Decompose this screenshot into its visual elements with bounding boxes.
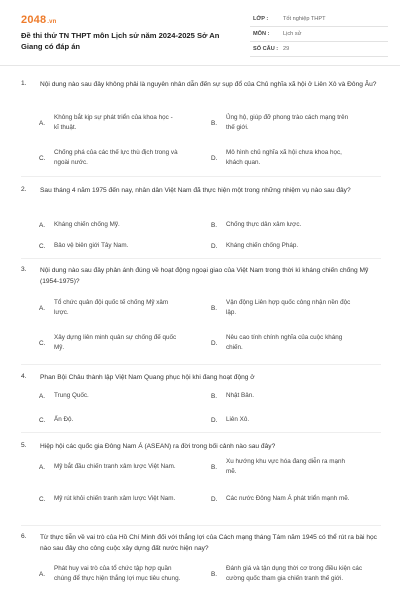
option-letter: A.: [39, 221, 46, 229]
option-text: Xây dựng liên minh quân sự chống đế quốc Mỹ.: [54, 334, 177, 351]
option-text: Mỹ rút khỏi chiến tranh xâm lược Việt Nam.: [54, 495, 176, 502]
option-b[interactable]: [211, 220, 351, 230]
option-a[interactable]: [39, 462, 194, 472]
option-text: Kháng chiến chống Mỹ.: [54, 221, 120, 228]
option-letter: B.: [211, 304, 218, 312]
option-letter: D.: [211, 242, 218, 250]
option-a[interactable]: [39, 298, 179, 318]
option-letter: B.: [211, 221, 218, 229]
option-letter: D.: [211, 154, 218, 162]
header-divider: [0, 65, 400, 66]
meta-key: LỚP :: [253, 16, 269, 22]
option-a[interactable]: [39, 564, 184, 584]
option-letter: B.: [211, 392, 218, 400]
option-c[interactable]: [39, 241, 179, 251]
option-d[interactable]: [211, 333, 351, 353]
option-text: Xu hướng khu vực hóa đang diễn ra mạnh mẽ.: [226, 458, 345, 475]
question-divider: [21, 525, 381, 526]
option-letter: C.: [39, 339, 46, 347]
option-b[interactable]: [211, 457, 351, 477]
option-c[interactable]: [39, 333, 179, 353]
question-number: 1.: [21, 80, 27, 87]
question-text: Từ thực tiễn về vai trò của Hồ Chí Minh đối với thắng lợi của Cách mạng tháng Tám năm 1945 có thể rút ra bài học nào sau đây cho công cuộc xây dựng đất nước hiện nay?: [40, 534, 377, 552]
option-b[interactable]: [211, 298, 351, 318]
option-letter: C.: [39, 495, 46, 503]
option-d[interactable]: [211, 494, 351, 504]
option-c[interactable]: [39, 148, 179, 168]
document-title: Đề thi thử TN THPT môn Lịch sử năm 2024-2025 Sở An Giang có đáp án: [21, 31, 220, 51]
option-text: Chống thực dân xâm lược.: [226, 221, 302, 228]
option-text: Mô hình chủ nghĩa xã hội chưa khoa học, khách quan.: [226, 149, 342, 166]
logo-text: 2048: [21, 14, 47, 26]
meta-row-class: [250, 12, 388, 27]
option-text: Trung Quốc.: [54, 392, 89, 399]
question-divider: [21, 176, 381, 177]
question-text: Phan Bội Châu thành lập Việt Nam Quang phục hội khi đang hoạt động ở: [40, 374, 255, 381]
option-text: Chống phá của các thế lực thù địch trong và ngoài nước.: [54, 149, 178, 166]
option-letter: D.: [211, 495, 218, 503]
option-letter: A.: [39, 392, 46, 400]
option-text: Kháng chiến chống Pháp.: [226, 242, 299, 249]
option-text: Bảo vệ biên giới Tây Nam.: [54, 242, 129, 249]
option-text: Ấn Độ.: [54, 416, 74, 423]
question-divider: [21, 258, 381, 259]
question-divider: [21, 432, 381, 433]
question-number: 4.: [21, 373, 27, 380]
meta-value: 29: [283, 46, 290, 52]
page-header: [0, 0, 400, 62]
option-text: Nêu cao tính chính nghĩa của cuộc kháng chiến.: [226, 334, 343, 351]
option-letter: D.: [211, 416, 218, 424]
option-a[interactable]: [39, 391, 179, 401]
option-text: Mỹ bắt đầu chiến tranh xâm lược Việt Nam.: [54, 463, 176, 470]
option-letter: C.: [39, 416, 46, 424]
question-divider: [21, 364, 381, 365]
option-b[interactable]: [211, 391, 351, 401]
question-number: 6.: [21, 533, 27, 540]
option-letter: A.: [39, 119, 46, 127]
option-text: Đánh giá và tận dụng thời cơ trong điều kiện các cường quốc tham gia chiến tranh thế giới.: [226, 565, 363, 582]
question-number: 3.: [21, 266, 27, 273]
option-text: Liên Xô.: [226, 416, 250, 423]
question-text: Nội dung nào sau đây phản ánh đúng về hoạt động ngoại giao của Việt Nam trong thời kì kháng chiến chống Mỹ (1954-1975)?: [40, 267, 369, 285]
exam-meta: [250, 12, 388, 57]
option-d[interactable]: [211, 241, 351, 251]
option-c[interactable]: [39, 415, 179, 425]
option-b[interactable]: [211, 564, 376, 584]
option-text: Các nước Đông Nam Á phát triển mạnh mẽ.: [226, 495, 350, 502]
option-d[interactable]: [211, 148, 351, 168]
option-letter: D.: [211, 339, 218, 347]
option-a[interactable]: [39, 220, 179, 230]
option-a[interactable]: [39, 113, 179, 133]
option-d[interactable]: [211, 415, 351, 425]
meta-row-subject: [250, 27, 388, 42]
option-letter: A.: [39, 463, 46, 471]
meta-key: SỐ CÂU :: [253, 46, 279, 52]
option-text: Ủng hộ, giúp đỡ phong trào cách mạng trên thế giới.: [226, 114, 349, 131]
meta-value: Lịch sử: [283, 31, 302, 37]
option-text: Tổ chức quân đội quốc tế chống Mỹ xâm lược.: [54, 299, 169, 316]
question-number: 2.: [21, 186, 27, 193]
option-text: Vận động Liên hợp quốc công nhận nền độc lập.: [226, 299, 351, 316]
option-letter: B.: [211, 570, 218, 578]
option-text: Không bắt kịp sự phát triển của khoa học - kĩ thuật.: [54, 114, 173, 131]
site-logo[interactable]: [21, 14, 57, 26]
meta-row-count: [250, 42, 388, 57]
meta-value: Tốt nghiệp THPT: [283, 16, 326, 22]
question-text: Nội dung nào sau đây không phải là nguyên nhân dẫn đến sự sụp đổ của Chủ nghĩa xã hội ở Liên Xô và Đông Âu?: [40, 81, 377, 88]
option-letter: B.: [211, 463, 218, 471]
option-letter: A.: [39, 570, 46, 578]
option-letter: C.: [39, 154, 46, 162]
option-letter: B.: [211, 119, 218, 127]
option-letter: A.: [39, 304, 46, 312]
question-text: Sau tháng 4 năm 1975 đến nay, nhân dân Việt Nam đã thực hiện một trong những nhiệm vụ nào sau đây?: [40, 187, 351, 194]
meta-key: MÔN :: [253, 31, 270, 37]
option-text: Nhật Bản.: [226, 392, 255, 399]
option-text: Phát huy vai trò của tổ chức tập hợp quần chúng để thực hiện thắng lợi mục tiêu chung.: [54, 565, 181, 582]
question-number: 5.: [21, 442, 27, 449]
option-c[interactable]: [39, 494, 179, 504]
option-letter: C.: [39, 242, 46, 250]
logo-suffix: .vn: [47, 19, 57, 25]
question-text: Hiệp hội các quốc gia Đông Nam Á (ASEAN) ra đời trong bối cảnh nào sau đây?: [40, 443, 276, 450]
option-b[interactable]: [211, 113, 351, 133]
